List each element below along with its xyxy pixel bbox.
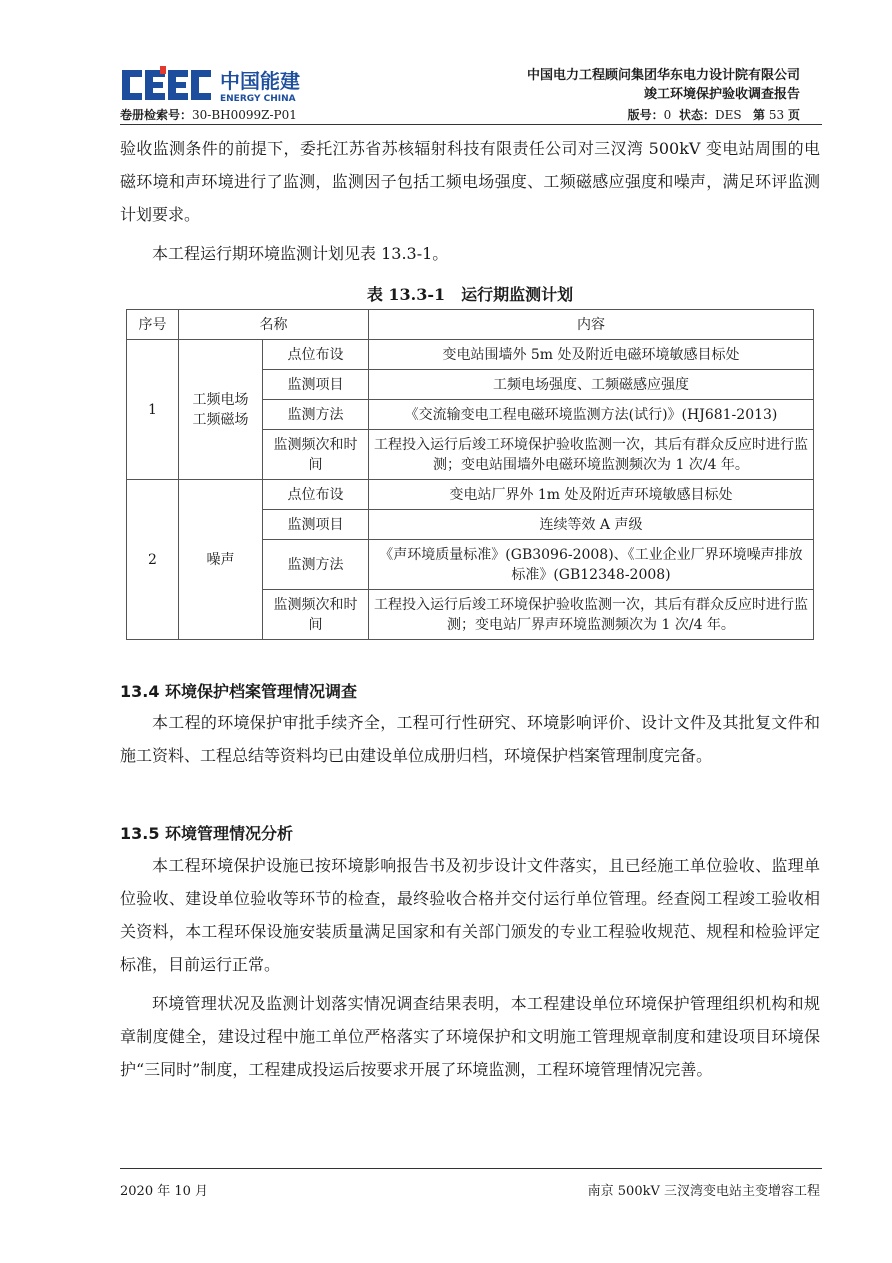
- group-no: 1: [127, 340, 179, 480]
- group-no: 2: [127, 480, 179, 640]
- row-content: 工频电场强度、工频磁感应强度: [369, 370, 814, 400]
- header-report-title: 竣工环境保护验收调查报告: [643, 87, 800, 102]
- page-prefix: 第: [753, 108, 766, 122]
- row-content: 《声环境质量标准》(GB3096-2008)、《工业企业厂界环境噪声排放标准》(GB12348-2008): [369, 540, 814, 590]
- version-value: 0: [663, 108, 672, 122]
- section-heading-13-5: 13.5 环境管理情况分析: [120, 824, 294, 843]
- page-suffix: 页: [787, 108, 800, 122]
- row-content: 工程投入运行后竣工环境保护验收监测一次，其后有群众反应时进行监测；变电站厂界声环境监测频次为 1 次/4 年。: [369, 590, 814, 640]
- page-number: 53: [768, 108, 785, 122]
- version-status-page: [628, 106, 800, 124]
- group-name: 噪声: [179, 480, 263, 640]
- header-org: 中国电力工程顾问集团华东电力设计院有限公司: [526, 68, 800, 83]
- row-item: 点位布设: [263, 480, 369, 510]
- row-item: 监测项目: [263, 370, 369, 400]
- ceec-logo: [120, 66, 320, 104]
- row-content: 工程投入运行后竣工环境保护验收监测一次，其后有群众反应时进行监测；变电站围墙外电磁环境监测频次为 1 次/4 年。: [369, 430, 814, 480]
- group-name: 工频电场 工频磁场: [179, 340, 263, 480]
- row-item: 监测方法: [263, 400, 369, 430]
- footer-project: 南京 500kV 三汊湾变电站主变增容工程: [587, 1184, 820, 1199]
- row-item: 点位布设: [263, 340, 369, 370]
- section-heading-13-4: 13.4 环境保护档案管理情况调查: [120, 682, 358, 701]
- row-item: 监测项目: [263, 510, 369, 540]
- intro-block: [120, 132, 820, 270]
- volume-index: [120, 106, 297, 124]
- logo-en-text: ENERGY CHINA: [220, 94, 296, 104]
- paragraph-management: 环境管理状况及监测计划落实情况调查结果表明，本工程建设单位环境保护管理组织机构和规章制度健全，建设过程中施工单位严格落实了环境保护和文明施工管理规章制度和建设项目环境保护“三同时”制度，工程建成投运后按要求开展了环境监测，工程环境管理情况完善。: [120, 994, 820, 1079]
- header-name: 名称: [179, 310, 369, 340]
- row-item: 监测方法: [263, 540, 369, 590]
- header-meta: [120, 106, 800, 124]
- ceec-logo-icon: [120, 66, 320, 104]
- paragraph-table-ref: 本工程运行期环境监测计划见表 13.3-1。: [152, 244, 449, 263]
- volume-number: 30-BH0099Z-P01: [192, 108, 297, 122]
- paragraph-archive: 本工程的环境保护审批手续齐全，工程可行性研究、环境影响评价、设计文件及其批复文件和施工资料、工程总结等资料均已由建设单位成册归档，环境保护档案管理制度完备。: [120, 713, 820, 765]
- version-label: 版号：: [627, 108, 664, 122]
- row-item: 监测频次和时间: [263, 430, 369, 480]
- table-title: 表 13.3-1 运行期监测计划: [366, 285, 574, 304]
- footer-divider: [120, 1168, 822, 1169]
- header-no: 序号: [127, 310, 179, 340]
- table-row: [127, 340, 814, 370]
- paragraph-facilities: 本工程环境保护设施已按环境影响报告书及初步设计文件落实，且已经施工单位验收、监理单位验收、建设单位验收等环节的检查，最终验收合格并交付运行单位管理。经查阅工程竣工验收相关资料，本工程环保设施安装质量满足国家和有关部门颁发的专业工程验收规范、规程和检验评定标准，目前运行正常。: [120, 856, 820, 974]
- row-content: 连续等效 A 声级: [369, 510, 814, 540]
- volume-label: 卷册检索号：: [120, 108, 193, 122]
- status-value: DES: [714, 108, 742, 122]
- status-label: 状态：: [678, 108, 715, 122]
- table-row: [127, 480, 814, 510]
- section-13-4-body: [120, 706, 820, 772]
- row-content: 《交流输变电工程电磁环境监测方法(试行)》(HJ681-2013): [369, 400, 814, 430]
- table-header-row: [127, 310, 814, 340]
- header-org-block: [527, 66, 800, 104]
- paragraph-monitoring: 验收监测条件的前提下，委托江苏省苏核辐射科技有限责任公司对三汊湾 500kV 变电站周围的电磁环境和声环境进行了监测，监测因子包括工频电场强度、工频磁感应强度和噪声，满足环评监测计划要求。: [120, 139, 820, 224]
- header-divider: [120, 124, 822, 125]
- row-content: 变电站厂界外 1m 处及附近声环境敏感目标处: [369, 480, 814, 510]
- header-content: 内容: [369, 310, 814, 340]
- row-item: 监测频次和时间: [263, 590, 369, 640]
- row-content: 变电站围墙外 5m 处及附近电磁环境敏感目标处: [369, 340, 814, 370]
- monitoring-plan-table: [126, 309, 814, 640]
- footer-date: 2020 年 10 月: [120, 1184, 209, 1199]
- section-13-5-body: [120, 849, 820, 1086]
- logo-cn-text: 中国能建: [220, 69, 300, 93]
